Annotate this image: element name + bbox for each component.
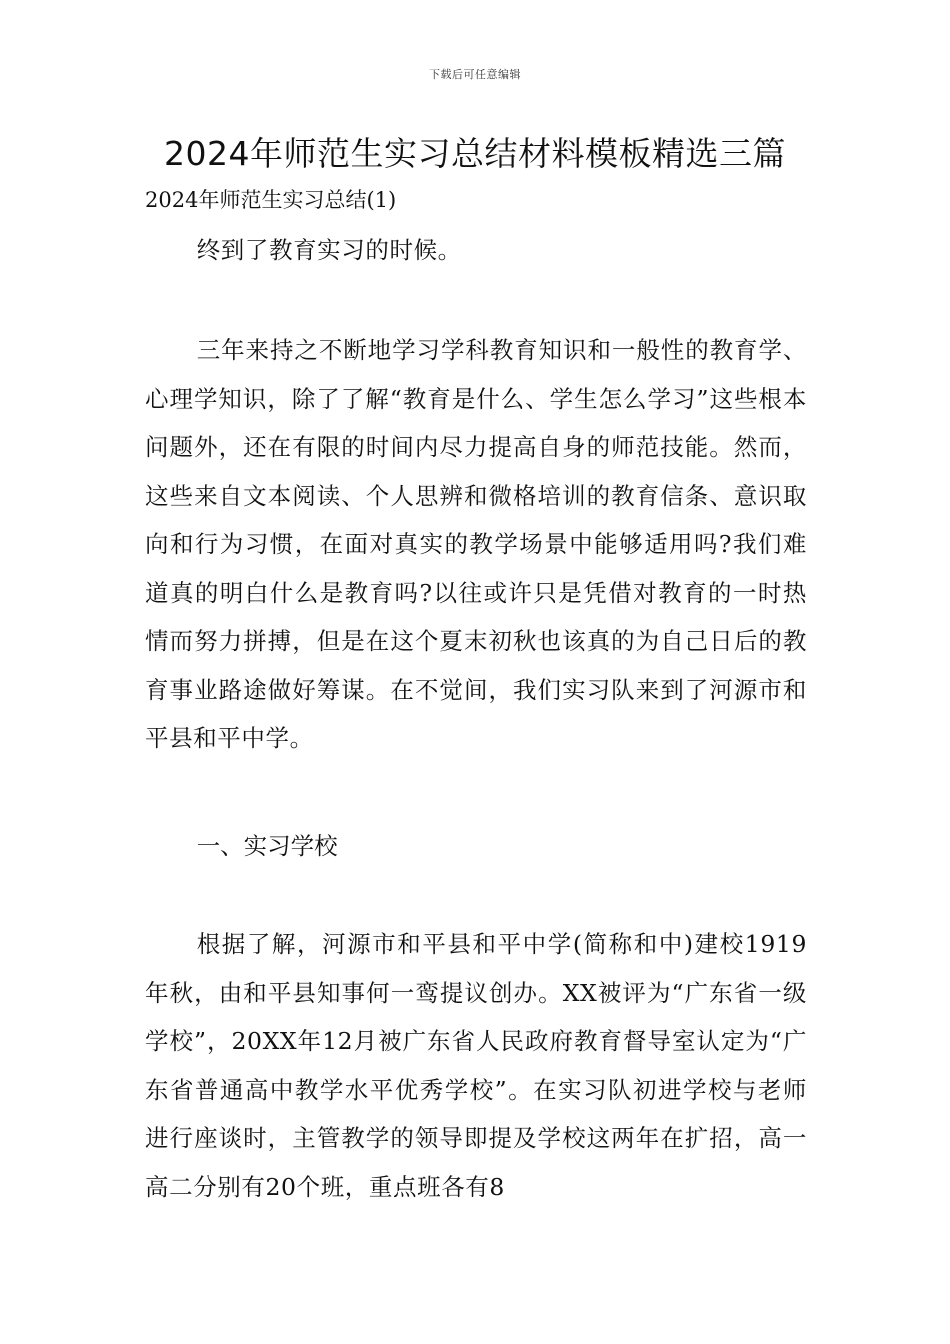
section-heading-internship-school: 一、实习学校 (196, 832, 338, 860)
intro-paragraph: 终到了教育实习的时候。 (196, 236, 462, 264)
header-note: 下载后可任意编辑 (429, 68, 521, 81)
body-paragraph-1: 三年来持之不断地学习学科教育知识和一般性的教育学、心理学知识，除了了解“教育是什么、学生怎么学习”这些根本问题外，还在有限的时间内尽力提高自身的师范技能。然而，这些来自文本阅读、个人思辨和微格培训的教育信条、意识取向和行为习惯，在面对真实的教学场景中能够适用吗?我们难道真的明白什么是教育吗?以往或许只是凭借对教育的一时热情而努力拼搏，但是在这个夏末初秋也该真的为自己日后的教育事业路途做好筹谋。在不觉间，我们实习队来到了河源市和平县和平中学。 (145, 336, 807, 752)
document-title: 2024年师范生实习总结材料模板精选三篇 (164, 134, 786, 173)
body-paragraph-2: 根据了解，河源市和平县和平中学(简称和中)建校1919年秋，由和平县知事何一鸾提议创办。XX被评为“广东省一级学校”，20XX年12月被广东省人民政府教育督导室认定为“广东省普通高中教学水平优秀学校”。在实习队初进学校与老师进行座谈时，主管教学的领导即提及学校这两年在扩招，高一高二分别有20个班，重点班各有8 (145, 930, 807, 1201)
document-subtitle: 2024年师范生实习总结(1) (145, 188, 397, 212)
